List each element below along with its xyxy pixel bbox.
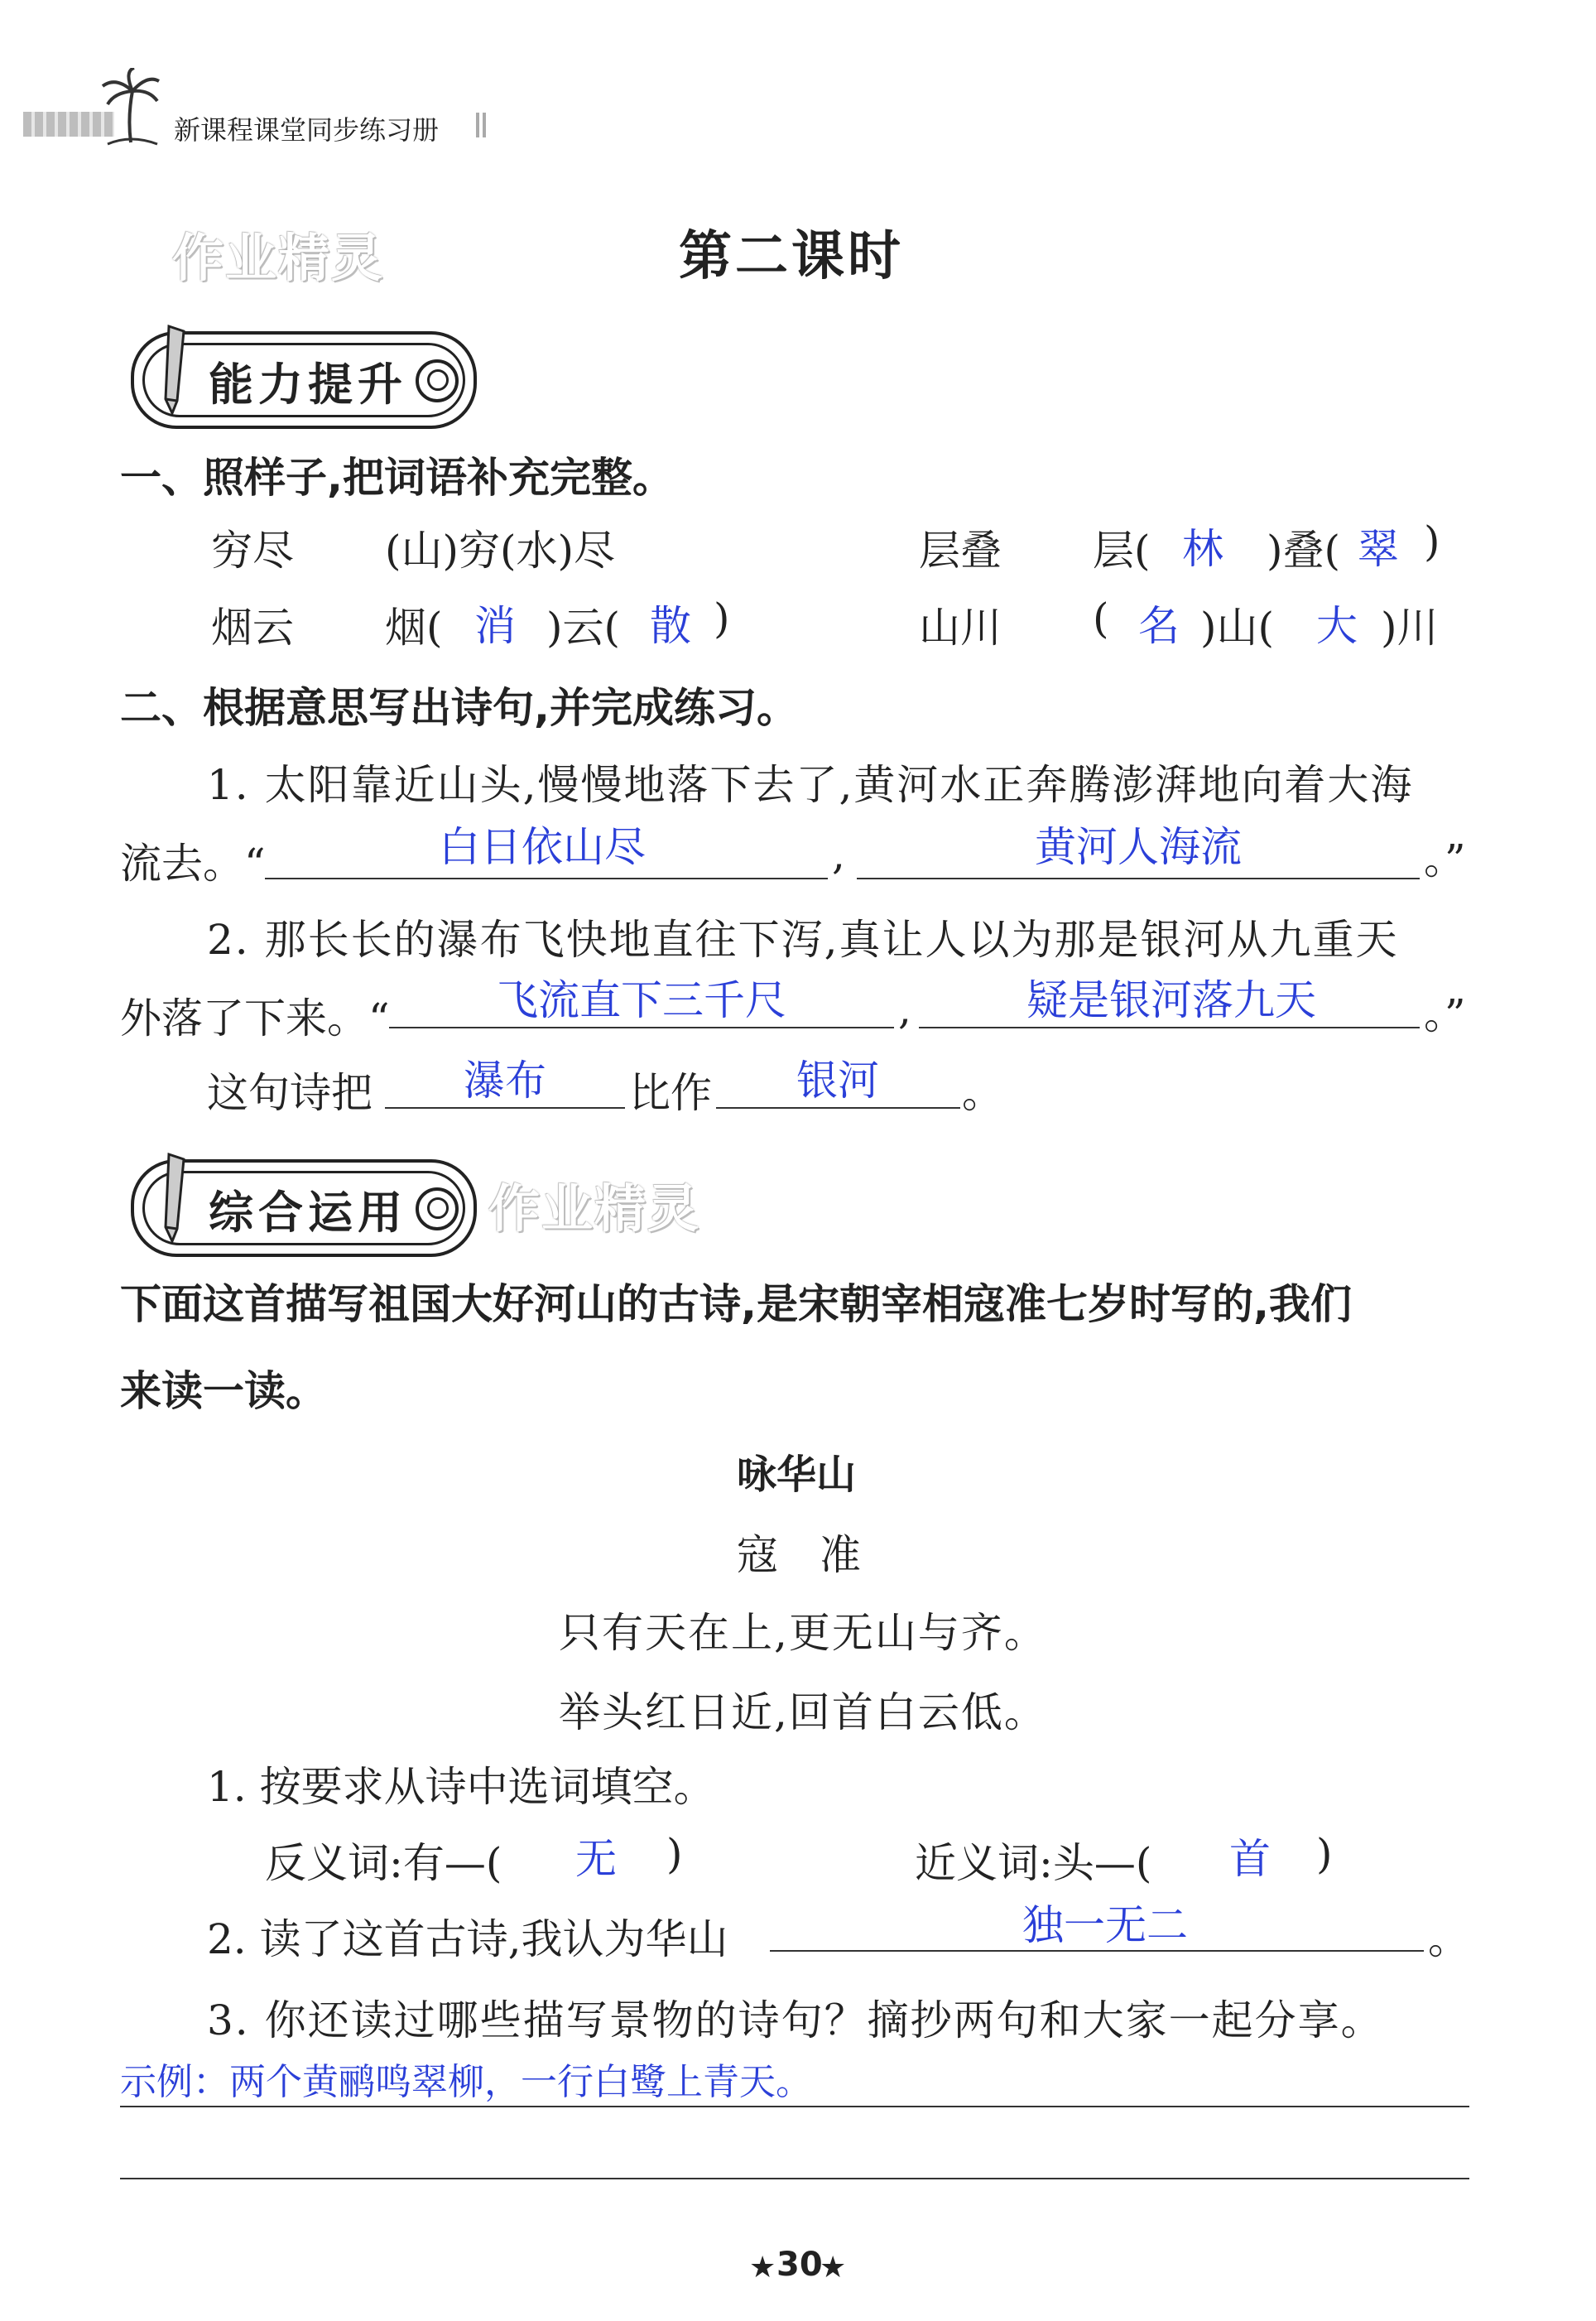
comma: , — [898, 985, 911, 1033]
antonym-label: 反义词:有—( — [265, 1839, 502, 1887]
synonym-answer: 首 — [1229, 1835, 1271, 1883]
pencil-icon — [159, 1146, 192, 1245]
period: 。 — [1428, 1915, 1469, 1963]
close-paren: ) — [1316, 1830, 1333, 1878]
q2-prompt: 二、根据意思写出诗句,并完成练习。 — [120, 684, 798, 732]
section-label-text: 综合运用 — [209, 1187, 407, 1239]
comp-task3-answer: 示例：两个黄鹂鸣翠柳，一行白鹭上青天。 — [120, 2061, 812, 2103]
poem-line: 举头红日近,回首白云低。 — [559, 1688, 1047, 1736]
q1-text: 烟( — [385, 604, 443, 652]
antonym-answer: 无 — [575, 1835, 617, 1883]
section-label-ability — [131, 331, 477, 429]
comp-intro-line2: 来读一读。 — [120, 1367, 327, 1415]
q1-answer: 散 — [650, 602, 691, 650]
header-separator — [476, 113, 479, 137]
watermark: 作业精灵 — [488, 1178, 701, 1239]
q1-text: )川 — [1381, 604, 1439, 652]
watermark: 作业精灵 — [172, 228, 385, 288]
period: 。 — [962, 1069, 1003, 1117]
q1-answer: 翠 — [1358, 525, 1399, 573]
palm-tree-icon — [99, 68, 161, 147]
q2-item2-line2: 外落了下来。“ — [120, 994, 390, 1043]
answer-line — [120, 2178, 1469, 2179]
section-label-text: 能力提升 — [209, 359, 407, 411]
answer-line — [919, 1027, 1420, 1028]
page-number-star-right: ★ — [820, 2251, 847, 2285]
q2-metaphor-mid: 比作 — [629, 1069, 712, 1117]
q1-answer: 林 — [1182, 525, 1223, 573]
q1-word: 层叠 — [919, 527, 1002, 575]
q1-text: 层( — [1093, 527, 1151, 575]
q2-metaphor-answer1: 瀑布 — [464, 1057, 546, 1105]
q1-word: 穷尽 — [211, 527, 294, 575]
close-quote: 。” — [1424, 835, 1466, 884]
q1-answer: 名 — [1138, 602, 1180, 650]
answer-line — [265, 878, 828, 879]
close-paren: ) — [666, 1830, 683, 1878]
q1-answer: 大 — [1316, 602, 1358, 650]
book-title: 新课程课堂同步练习册 — [174, 114, 440, 146]
q1-text: )叠( — [1267, 527, 1341, 575]
comp-task1: 1. 按要求从诗中选词填空。 — [207, 1763, 715, 1811]
section-label-comprehensive — [131, 1159, 477, 1257]
comma: , — [832, 831, 845, 879]
q1-answer: 消 — [474, 602, 516, 650]
q1-text: ) — [714, 595, 730, 643]
q2-item2-answer2: 疑是银河落九天 — [1026, 976, 1316, 1024]
q1-text: ) — [1424, 518, 1440, 566]
q2-item2-answer1: 飞流直下三千尺 — [497, 976, 786, 1024]
poem-title: 咏华山 — [737, 1452, 857, 1498]
answer-line — [389, 1027, 894, 1028]
answer-line — [857, 878, 1420, 879]
answer-line — [120, 2106, 1469, 2107]
q1-text: )山( — [1200, 604, 1275, 652]
header-separator — [483, 113, 486, 137]
page-title: 第二课时 — [679, 226, 904, 287]
q2-item1-line1: 1. 太阳靠近山头,慢慢地落下去了,黄河水正奔腾澎湃地向着大海 — [207, 761, 1414, 809]
comp-task2: 2. 读了这首古诗,我认为华山 — [207, 1915, 728, 1963]
q1-text: )云( — [546, 604, 621, 652]
comp-task3: 3. 你还读过哪些描写景物的诗句？摘抄两句和大家一起分享。 — [207, 1996, 1384, 2044]
answer-line — [716, 1107, 960, 1109]
q1-prompt: 一、照样子,把词语补充完整。 — [120, 454, 674, 502]
page-number-star-left: ★ — [749, 2251, 776, 2285]
answer-line — [385, 1107, 625, 1109]
comp-intro-line1: 下面这首描写祖国大好河山的古诗,是宋朝宰相寇准七岁时写的,我们 — [120, 1280, 1352, 1328]
q2-metaphor-prefix: 这句诗把 — [207, 1069, 373, 1117]
q2-item1-answer1: 白日依山尽 — [439, 823, 646, 871]
poem-line: 只有天在上,更无山与齐。 — [559, 1609, 1047, 1657]
page-number: 30 — [776, 2246, 823, 2284]
q1-text: ( — [1093, 595, 1109, 643]
pencil-icon — [159, 318, 192, 417]
poem-author: 寇 准 — [737, 1531, 861, 1579]
q2-item2-line1: 2. 那长长的瀑布飞快地直往下泻,真让人以为那是银河从九重天 — [207, 916, 1399, 964]
q2-item1-line2: 流去。“ — [120, 840, 266, 888]
q2-metaphor-answer2: 银河 — [796, 1057, 879, 1105]
comp-task2-answer: 独一无二 — [1022, 1901, 1188, 1949]
q1-word: 烟云 — [211, 604, 294, 652]
q2-item1-answer2: 黄河人海流 — [1035, 823, 1242, 871]
q1-example: (山)穷(水)尽 — [385, 527, 616, 575]
q1-word: 山川 — [919, 604, 1002, 652]
close-quote: 。” — [1424, 990, 1466, 1038]
synonym-label: 近义词:头—( — [915, 1839, 1152, 1887]
